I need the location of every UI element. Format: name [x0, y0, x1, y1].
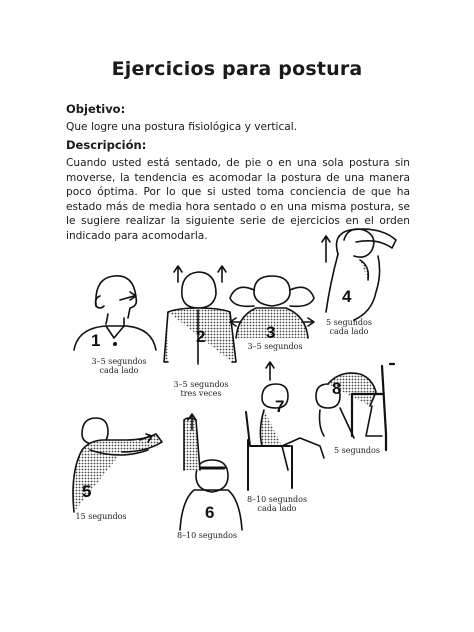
caption-line: tres veces	[180, 389, 222, 398]
exercise-8-caption	[322, 446, 392, 455]
exercise-7-number: 7	[275, 397, 285, 416]
exercise-6-caption	[172, 531, 242, 540]
caption-line: 8–10 segundos	[246, 495, 308, 504]
caption-line: 15 segundos	[75, 512, 127, 521]
caption-line: 3–5 segundos	[247, 342, 303, 351]
exercise-4-number: 4	[342, 287, 352, 306]
exercise-4-caption	[314, 318, 384, 336]
caption-line: 5 segundos	[326, 318, 372, 327]
caption-line: cada lado	[99, 366, 139, 375]
exercise-8-number: 8	[332, 379, 342, 398]
description-heading: Descripción:	[66, 138, 147, 152]
caption-line: cada lado	[257, 504, 297, 513]
caption-line: 5 segundos	[334, 446, 380, 455]
caption-line: 3–5 segundos	[91, 357, 147, 366]
exercise-2-number: 2	[196, 327, 206, 346]
exercise-3-number: 3	[266, 323, 276, 342]
exercise-2-figure	[164, 266, 236, 364]
page-title: Ejercicios para postura	[111, 58, 363, 80]
exercise-1-number: 1	[91, 331, 101, 350]
exercise-7-caption	[242, 495, 312, 513]
exercise-5-caption	[66, 512, 136, 521]
caption-line: cada lado	[329, 327, 369, 336]
exercise-1-caption	[84, 357, 154, 375]
caption-line: 3–5 segundos	[173, 380, 229, 389]
objective-text: Que logre una postura fisiológica y vertical.	[66, 121, 298, 133]
exercise-2-caption	[166, 380, 236, 398]
exercise-7-figure	[246, 362, 324, 490]
exercise-3-caption	[240, 342, 310, 351]
objective-heading: Objetivo:	[66, 102, 126, 116]
caption-line: 8–10 segundos	[176, 531, 238, 540]
exercise-1-figure	[74, 276, 156, 350]
description-text: Cuando usted está sentado, de pie o en una sola postura sin moverse, la tendencia es acomodar la postura de una manera poco óptima. Por lo que si usted toma conciencia de que ha estado más de media hora sentado o en una misma postura, se le sugiere realizar la siguiente serie de ejercicios en el orden indicado para acomodarla.	[66, 157, 410, 242]
exercise-4-figure	[322, 229, 396, 320]
exercise-5-number: 5	[82, 482, 92, 501]
exercise-8-figure	[316, 364, 394, 450]
exercise-6-number: 6	[205, 503, 215, 522]
